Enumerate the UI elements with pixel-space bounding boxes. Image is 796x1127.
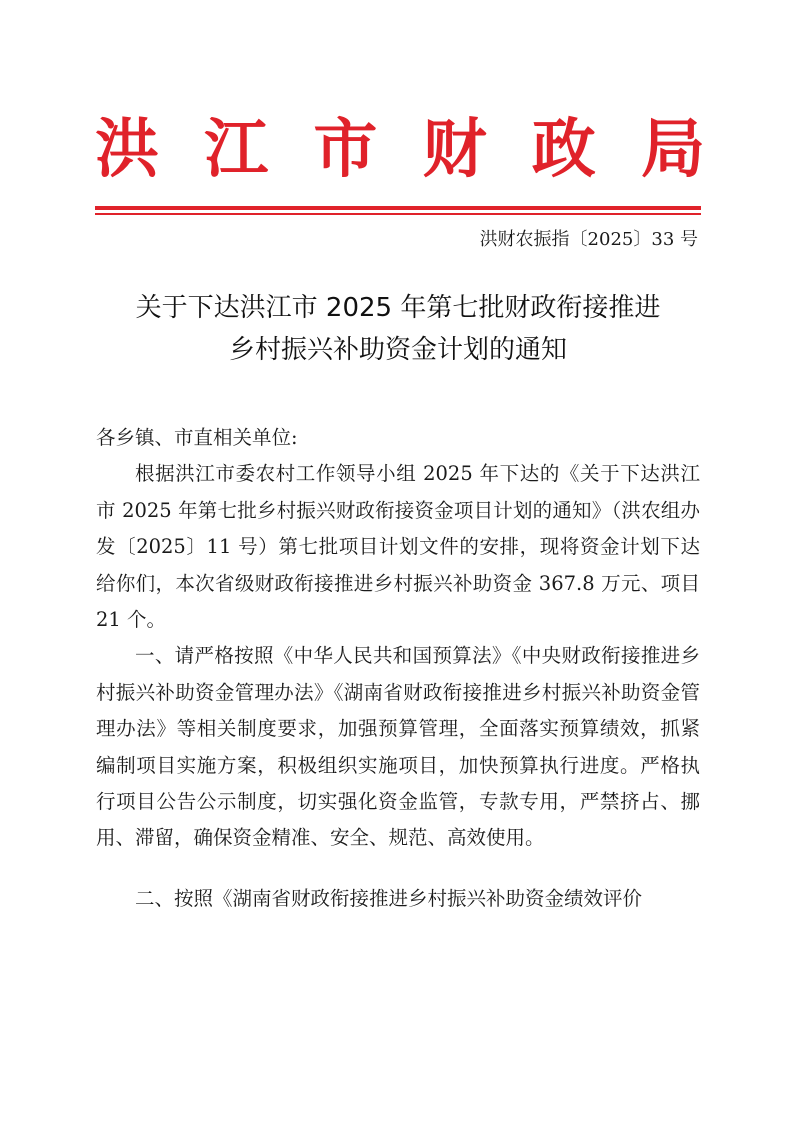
body-paragraph: 根据洪江市委农村工作领导小组 2025 年下达的《关于下达洪江市 2025 年第七批乡村振兴财政衔接资金项目计划的通知》（洪农组办发〔2025〕11 号）第七批项目计划文件的安排，现将资金计划下达给你们，本次省级财政衔接推进乡村振兴补助资金 367.8 万元、项目 21 个。 xyxy=(96,462,700,632)
document-body xyxy=(96,420,700,917)
document-number: 洪财农振指〔2025〕33 号 xyxy=(479,229,698,250)
notice-title-line-2: 乡村振兴补助资金计划的通知 xyxy=(228,335,567,365)
body-paragraph: 一、请严格按照《中华人民共和国预算法》《中央财政衔接推进乡村振兴补助资金管理办法》《湖南省财政衔接推进乡村振兴补助资金管理办法》等相关制度要求，加强预算管理，全面落实预算绩效，抓紧编制项目实施方案，积极组织实施项目，加快预算执行进度。严格执行项目公告公示制度，切实强化资金监管，专款专用，严禁挤占、挪用、滞留，确保资金精准、安全、规范、高效使用。 xyxy=(96,644,700,850)
letterhead-char: 政 xyxy=(531,112,596,187)
letterhead-char: 局 xyxy=(640,112,705,187)
notice-title-line-1: 关于下达洪江市 2025 年第七批财政衔接推进 xyxy=(135,293,661,323)
notice-title xyxy=(95,287,701,371)
letterhead-char: 江 xyxy=(204,112,269,187)
letterhead-divider-thin xyxy=(95,213,701,215)
salutation: 各乡镇、市直相关单位: xyxy=(96,426,298,449)
letterhead-char: 洪 xyxy=(95,112,159,187)
letterhead-divider-thick xyxy=(95,206,701,210)
body-paragraph: 二、按照《湖南省财政衔接推进乡村振兴补助资金绩效评价 xyxy=(135,886,643,910)
letterhead-char: 市 xyxy=(313,112,378,187)
letterhead-char: 财 xyxy=(422,112,487,187)
letterhead-title xyxy=(95,110,705,190)
